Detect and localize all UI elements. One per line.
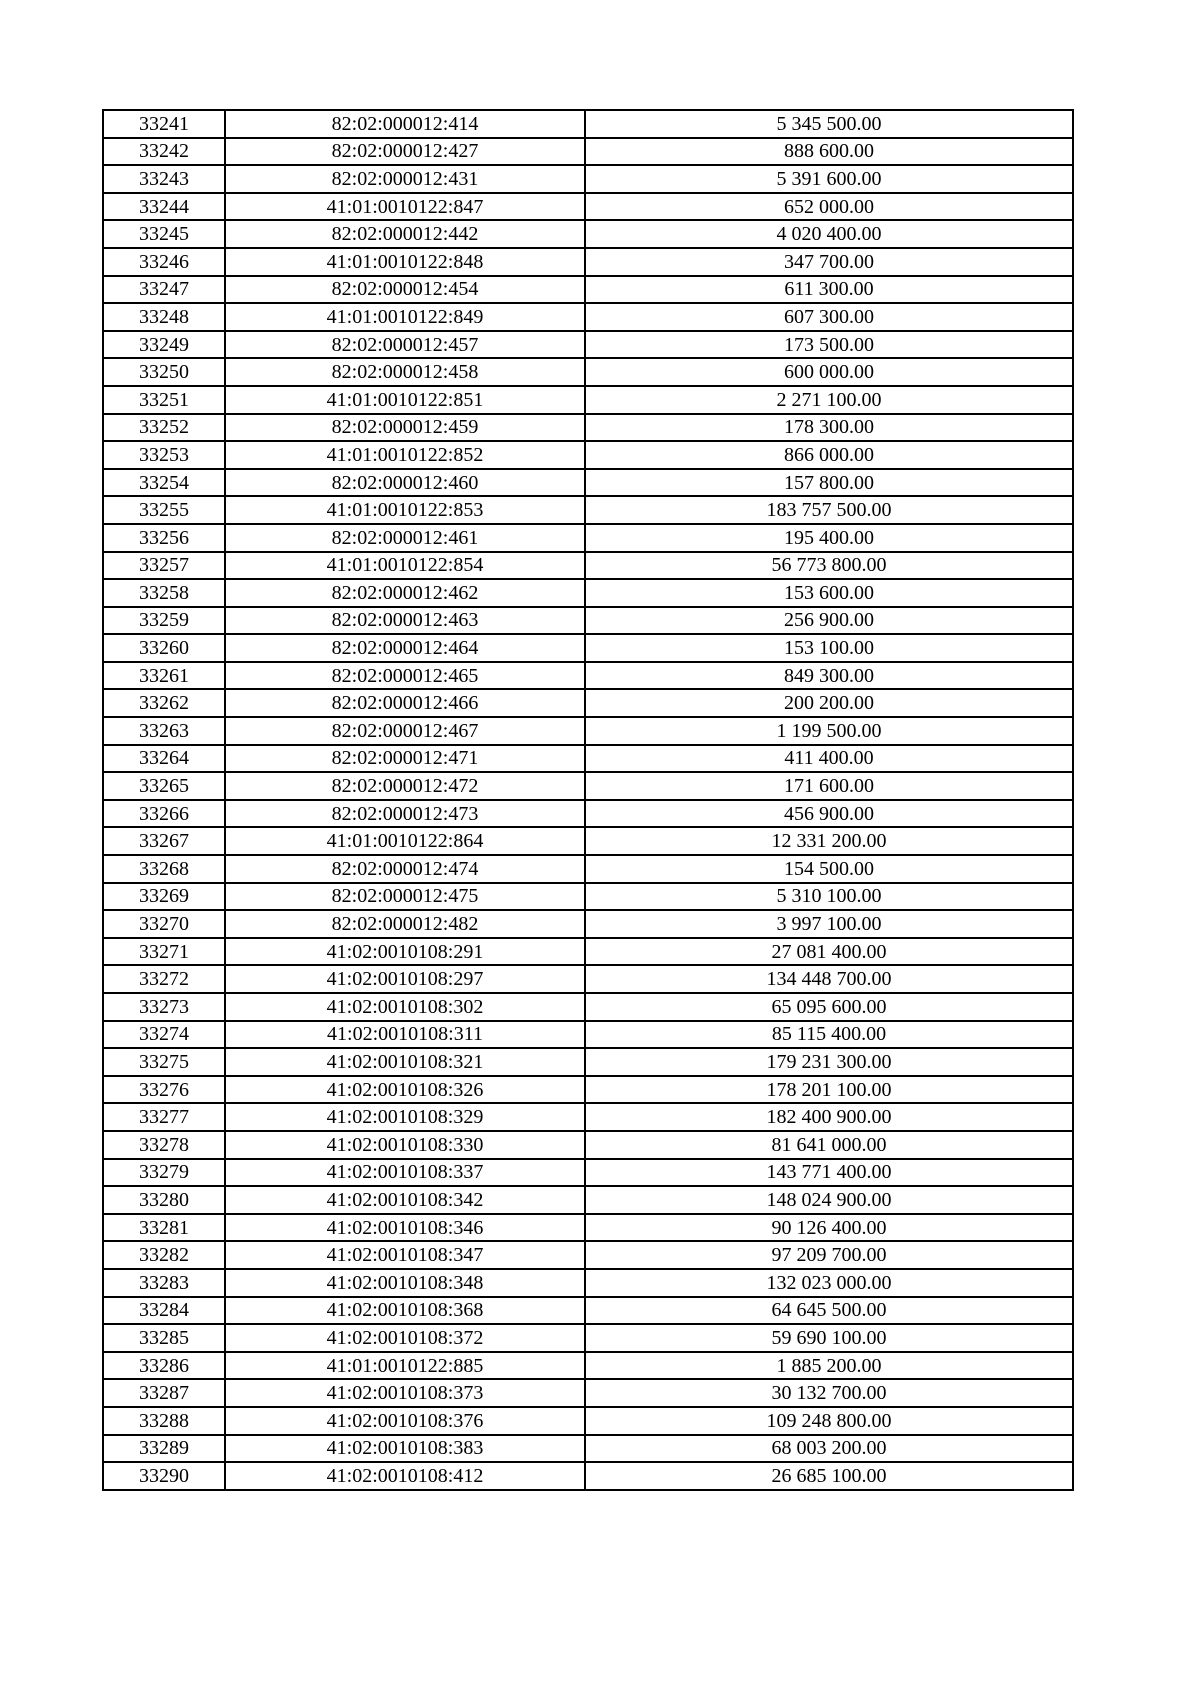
table-row	[103, 1131, 1073, 1159]
table-row	[103, 883, 1073, 911]
table-row	[103, 662, 1073, 690]
table-row	[103, 1435, 1073, 1463]
cadastral-number-cell: 82:02:000012:431	[225, 165, 585, 193]
cadastral-number-cell: 41:02:0010108:337	[225, 1159, 585, 1187]
table-row	[103, 138, 1073, 166]
row-number-cell: 33270	[103, 910, 225, 938]
row-number-cell: 33263	[103, 717, 225, 745]
cadastral-value-cell: 30 132 700.00	[585, 1379, 1073, 1407]
row-number-cell: 33253	[103, 441, 225, 469]
table-row	[103, 193, 1073, 221]
cadastral-number-cell: 41:02:0010108:368	[225, 1297, 585, 1325]
cadastral-number-cell: 82:02:000012:466	[225, 689, 585, 717]
cadastral-value-cell: 849 300.00	[585, 662, 1073, 690]
cadastral-number-cell: 41:01:0010122:848	[225, 248, 585, 276]
cadastral-value-cell: 171 600.00	[585, 772, 1073, 800]
row-number-cell: 33247	[103, 276, 225, 304]
cadastral-value-cell: 1 885 200.00	[585, 1352, 1073, 1380]
cadastral-number-cell: 41:02:0010108:330	[225, 1131, 585, 1159]
cadastral-number-cell: 41:02:0010108:373	[225, 1379, 585, 1407]
cadastral-number-cell: 82:02:000012:471	[225, 745, 585, 773]
cadastral-value-cell: 5 310 100.00	[585, 883, 1073, 911]
cadastral-value-cell: 179 231 300.00	[585, 1048, 1073, 1076]
table-row	[103, 1462, 1073, 1490]
cadastral-number-cell: 41:02:0010108:291	[225, 938, 585, 966]
cadastral-value-cell: 132 023 000.00	[585, 1269, 1073, 1297]
cadastral-value-cell: 90 126 400.00	[585, 1214, 1073, 1242]
row-number-cell: 33242	[103, 138, 225, 166]
table-row	[103, 689, 1073, 717]
cadastral-number-cell: 82:02:000012:442	[225, 220, 585, 248]
table-row	[103, 248, 1073, 276]
cadastral-number-cell: 41:02:0010108:348	[225, 1269, 585, 1297]
table-row	[103, 331, 1073, 359]
cadastral-value-cell: 347 700.00	[585, 248, 1073, 276]
table-row	[103, 1021, 1073, 1049]
row-number-cell: 33244	[103, 193, 225, 221]
row-number-cell: 33272	[103, 965, 225, 993]
cadastral-value-cell: 56 773 800.00	[585, 552, 1073, 580]
row-number-cell: 33283	[103, 1269, 225, 1297]
cadastral-value-cell: 2 271 100.00	[585, 386, 1073, 414]
table-row	[103, 552, 1073, 580]
row-number-cell: 33257	[103, 552, 225, 580]
row-number-cell: 33279	[103, 1159, 225, 1187]
row-number-cell: 33264	[103, 745, 225, 773]
table-body	[103, 110, 1073, 1490]
cadastral-value-cell: 611 300.00	[585, 276, 1073, 304]
cadastral-value-cell: 5 391 600.00	[585, 165, 1073, 193]
table-row	[103, 717, 1073, 745]
table-row	[103, 1269, 1073, 1297]
cadastral-value-cell: 4 020 400.00	[585, 220, 1073, 248]
row-number-cell: 33282	[103, 1241, 225, 1269]
cadastral-number-cell: 41:02:0010108:346	[225, 1214, 585, 1242]
cadastral-value-cell: 154 500.00	[585, 855, 1073, 883]
table-row	[103, 1186, 1073, 1214]
cadastral-number-cell: 82:02:000012:464	[225, 634, 585, 662]
row-number-cell: 33260	[103, 634, 225, 662]
table-row	[103, 496, 1073, 524]
cadastral-number-cell: 41:02:0010108:347	[225, 1241, 585, 1269]
cadastral-value-cell: 607 300.00	[585, 303, 1073, 331]
cadastral-value-cell: 64 645 500.00	[585, 1297, 1073, 1325]
cadastral-value-cell: 85 115 400.00	[585, 1021, 1073, 1049]
cadastral-number-cell: 41:01:0010122:849	[225, 303, 585, 331]
row-number-cell: 33271	[103, 938, 225, 966]
cadastral-number-cell: 41:02:0010108:297	[225, 965, 585, 993]
cadastral-number-cell: 82:02:000012:454	[225, 276, 585, 304]
table-row	[103, 634, 1073, 662]
row-number-cell: 33285	[103, 1324, 225, 1352]
cadastral-number-cell: 82:02:000012:474	[225, 855, 585, 883]
table-row	[103, 938, 1073, 966]
table-row	[103, 469, 1073, 497]
cadastral-value-cell: 195 400.00	[585, 524, 1073, 552]
table-row	[103, 1324, 1073, 1352]
cadastral-value-cell: 182 400 900.00	[585, 1103, 1073, 1131]
row-number-cell: 33288	[103, 1407, 225, 1435]
cadastral-number-cell: 82:02:000012:482	[225, 910, 585, 938]
cadastral-number-cell: 82:02:000012:472	[225, 772, 585, 800]
row-number-cell: 33269	[103, 883, 225, 911]
table-row	[103, 276, 1073, 304]
cadastral-number-cell: 41:02:0010108:321	[225, 1048, 585, 1076]
cadastral-value-cell: 866 000.00	[585, 441, 1073, 469]
table-row	[103, 772, 1073, 800]
table-row	[103, 993, 1073, 1021]
table-row	[103, 910, 1073, 938]
table-row	[103, 1103, 1073, 1131]
row-number-cell: 33281	[103, 1214, 225, 1242]
row-number-cell: 33284	[103, 1297, 225, 1325]
table-row	[103, 414, 1073, 442]
cadastral-value-cell: 65 095 600.00	[585, 993, 1073, 1021]
table-row	[103, 607, 1073, 635]
cadastral-value-cell: 97 209 700.00	[585, 1241, 1073, 1269]
cadastral-number-cell: 82:02:000012:465	[225, 662, 585, 690]
row-number-cell: 33261	[103, 662, 225, 690]
cadastral-value-cell: 81 641 000.00	[585, 1131, 1073, 1159]
row-number-cell: 33254	[103, 469, 225, 497]
cadastral-number-cell: 82:02:000012:462	[225, 579, 585, 607]
row-number-cell: 33287	[103, 1379, 225, 1407]
cadastral-number-cell: 41:02:0010108:342	[225, 1186, 585, 1214]
cadastral-value-cell: 68 003 200.00	[585, 1435, 1073, 1463]
cadastral-number-cell: 41:02:0010108:329	[225, 1103, 585, 1131]
cadastral-number-cell: 41:02:0010108:311	[225, 1021, 585, 1049]
cadastral-number-cell: 41:01:0010122:851	[225, 386, 585, 414]
cadastral-value-table	[102, 109, 1074, 1491]
row-number-cell: 33241	[103, 110, 225, 138]
row-number-cell: 33248	[103, 303, 225, 331]
cadastral-value-cell: 600 000.00	[585, 358, 1073, 386]
cadastral-number-cell: 41:01:0010122:853	[225, 496, 585, 524]
row-number-cell: 33250	[103, 358, 225, 386]
table-row	[103, 386, 1073, 414]
cadastral-number-cell: 41:01:0010122:885	[225, 1352, 585, 1380]
cadastral-number-cell: 41:02:0010108:412	[225, 1462, 585, 1490]
row-number-cell: 33274	[103, 1021, 225, 1049]
table-row	[103, 441, 1073, 469]
cadastral-number-cell: 82:02:000012:475	[225, 883, 585, 911]
table-row	[103, 303, 1073, 331]
cadastral-number-cell: 41:01:0010122:854	[225, 552, 585, 580]
cadastral-number-cell: 82:02:000012:460	[225, 469, 585, 497]
cadastral-number-cell: 82:02:000012:461	[225, 524, 585, 552]
cadastral-number-cell: 41:02:0010108:326	[225, 1076, 585, 1104]
table-row	[103, 1214, 1073, 1242]
cadastral-value-cell: 1 199 500.00	[585, 717, 1073, 745]
row-number-cell: 33252	[103, 414, 225, 442]
row-number-cell: 33255	[103, 496, 225, 524]
cadastral-number-cell: 82:02:000012:427	[225, 138, 585, 166]
cadastral-number-cell: 82:02:000012:414	[225, 110, 585, 138]
table-row	[103, 1297, 1073, 1325]
cadastral-number-cell: 41:02:0010108:376	[225, 1407, 585, 1435]
cadastral-number-cell: 41:01:0010122:864	[225, 827, 585, 855]
cadastral-value-cell: 456 900.00	[585, 800, 1073, 828]
cadastral-value-cell: 411 400.00	[585, 745, 1073, 773]
table-row	[103, 1048, 1073, 1076]
cadastral-value-cell: 173 500.00	[585, 331, 1073, 359]
cadastral-value-cell: 12 331 200.00	[585, 827, 1073, 855]
cadastral-value-cell: 888 600.00	[585, 138, 1073, 166]
cadastral-value-cell: 5 345 500.00	[585, 110, 1073, 138]
cadastral-number-cell: 82:02:000012:459	[225, 414, 585, 442]
cadastral-number-cell: 41:02:0010108:383	[225, 1435, 585, 1463]
table-row	[103, 745, 1073, 773]
cadastral-value-cell: 153 600.00	[585, 579, 1073, 607]
table-row	[103, 1241, 1073, 1269]
table-row	[103, 579, 1073, 607]
table-row	[103, 800, 1073, 828]
row-number-cell: 33280	[103, 1186, 225, 1214]
row-number-cell: 33258	[103, 579, 225, 607]
cadastral-number-cell: 41:01:0010122:847	[225, 193, 585, 221]
cadastral-value-cell: 157 800.00	[585, 469, 1073, 497]
row-number-cell: 33251	[103, 386, 225, 414]
cadastral-value-cell: 148 024 900.00	[585, 1186, 1073, 1214]
row-number-cell: 33278	[103, 1131, 225, 1159]
cadastral-value-cell: 143 771 400.00	[585, 1159, 1073, 1187]
row-number-cell: 33273	[103, 993, 225, 1021]
row-number-cell: 33265	[103, 772, 225, 800]
cadastral-number-cell: 82:02:000012:458	[225, 358, 585, 386]
row-number-cell: 33277	[103, 1103, 225, 1131]
table-row	[103, 110, 1073, 138]
cadastral-value-cell: 134 448 700.00	[585, 965, 1073, 993]
table-row	[103, 855, 1073, 883]
table-row	[103, 965, 1073, 993]
cadastral-value-cell: 200 200.00	[585, 689, 1073, 717]
row-number-cell: 33275	[103, 1048, 225, 1076]
row-number-cell: 33267	[103, 827, 225, 855]
cadastral-number-cell: 82:02:000012:457	[225, 331, 585, 359]
table-row	[103, 165, 1073, 193]
row-number-cell: 33266	[103, 800, 225, 828]
row-number-cell: 33286	[103, 1352, 225, 1380]
cadastral-number-cell: 82:02:000012:463	[225, 607, 585, 635]
cadastral-value-cell: 178 300.00	[585, 414, 1073, 442]
table-row	[103, 1407, 1073, 1435]
cadastral-value-cell: 652 000.00	[585, 193, 1073, 221]
row-number-cell: 33259	[103, 607, 225, 635]
cadastral-number-cell: 41:01:0010122:852	[225, 441, 585, 469]
cadastral-number-cell: 41:02:0010108:302	[225, 993, 585, 1021]
cadastral-value-cell: 27 081 400.00	[585, 938, 1073, 966]
table-row	[103, 1159, 1073, 1187]
cadastral-value-cell: 59 690 100.00	[585, 1324, 1073, 1352]
table-row	[103, 1076, 1073, 1104]
cadastral-number-cell: 41:02:0010108:372	[225, 1324, 585, 1352]
row-number-cell: 33290	[103, 1462, 225, 1490]
row-number-cell: 33262	[103, 689, 225, 717]
cadastral-number-cell: 82:02:000012:473	[225, 800, 585, 828]
row-number-cell: 33256	[103, 524, 225, 552]
table-row	[103, 524, 1073, 552]
cadastral-value-cell: 109 248 800.00	[585, 1407, 1073, 1435]
cadastral-value-cell: 26 685 100.00	[585, 1462, 1073, 1490]
row-number-cell: 33246	[103, 248, 225, 276]
table-row	[103, 1352, 1073, 1380]
cadastral-number-cell: 82:02:000012:467	[225, 717, 585, 745]
cadastral-value-cell: 153 100.00	[585, 634, 1073, 662]
table-row	[103, 827, 1073, 855]
row-number-cell: 33268	[103, 855, 225, 883]
row-number-cell: 33289	[103, 1435, 225, 1463]
table-row	[103, 358, 1073, 386]
cadastral-value-cell: 3 997 100.00	[585, 910, 1073, 938]
cadastral-value-cell: 183 757 500.00	[585, 496, 1073, 524]
table-row	[103, 220, 1073, 248]
row-number-cell: 33276	[103, 1076, 225, 1104]
cadastral-value-cell: 178 201 100.00	[585, 1076, 1073, 1104]
row-number-cell: 33249	[103, 331, 225, 359]
row-number-cell: 33245	[103, 220, 225, 248]
cadastral-value-cell: 256 900.00	[585, 607, 1073, 635]
table-row	[103, 1379, 1073, 1407]
row-number-cell: 33243	[103, 165, 225, 193]
